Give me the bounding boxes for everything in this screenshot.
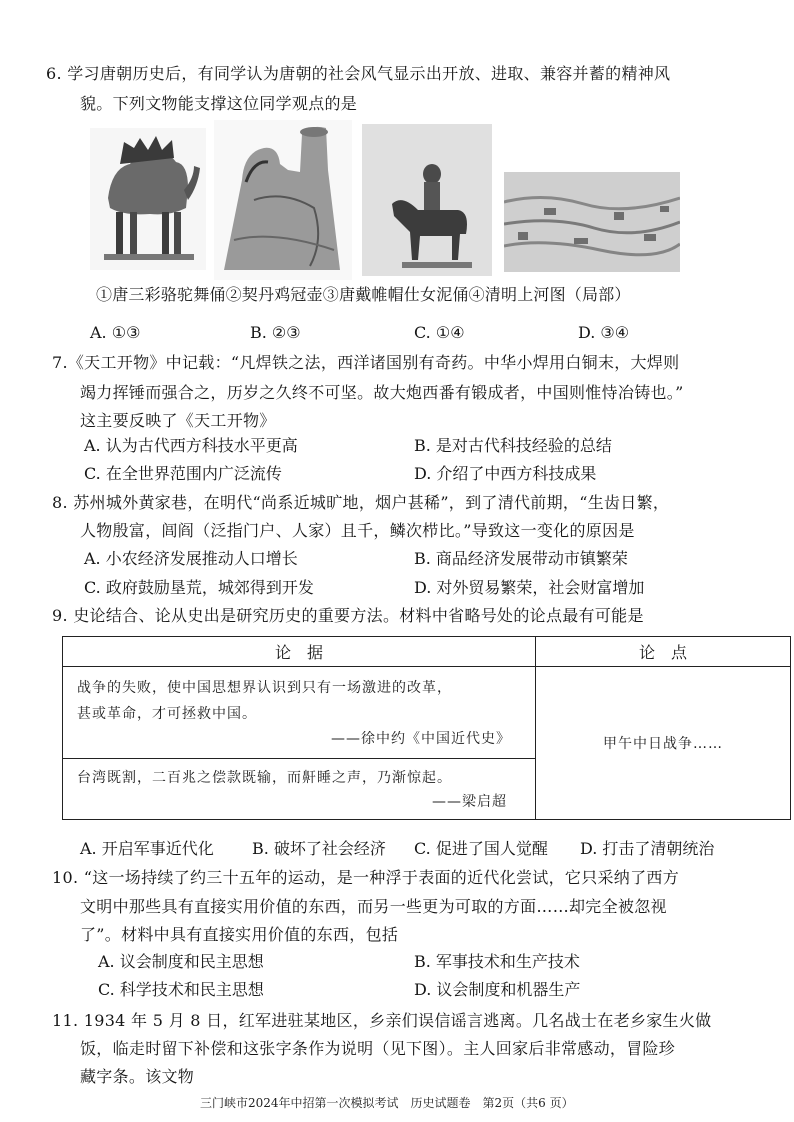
horse-rider-image xyxy=(362,124,492,276)
page-footer: 三门峡市2024年中招第一次模拟考试 历史试题卷 第2页（共6 页） xyxy=(200,1096,574,1110)
q6-option-a[interactable]: A. ①③ xyxy=(90,323,141,342)
q8-stem-line1: 8. 苏州城外黄家巷，在明代“尚系近城旷地，烟户甚稀”，到了清代前期，“生齿日繁， xyxy=(52,493,670,512)
q7-stem-line2: 竭力挥锤而强合之，历岁之久终不可坚。故大炮西番有锻成者，中国则惟恃冶铸也。” xyxy=(80,383,684,402)
evidence-cell-1 xyxy=(63,667,536,759)
q8-option-c[interactable]: C. 政府鼓励垦荒，城郊得到开发 xyxy=(84,578,314,597)
q7-option-a[interactable]: A. 认为古代西方科技水平更高 xyxy=(84,436,298,455)
q7-option-b[interactable]: B. 是对古代科技经验的总结 xyxy=(414,436,612,455)
evidence-1-source: ——徐中约《中国近代史》 xyxy=(331,730,511,747)
q7-stem-line1: 7.《天工开物》中记载：“凡焊铁之法，西洋诸国别有奇药。中华小焊用白铜末，大焊则 xyxy=(52,353,680,372)
q8-option-a[interactable]: A. 小农经济发展推动人口增长 xyxy=(84,549,298,568)
q11-stem-line1: 11. 1934 年 5 月 8 日，红军进驻某地区，乡亲们误信谣言逃离。几名战士在老乡家生火做 xyxy=(52,1011,712,1030)
q10-stem-line3: 了”。材料中具有直接实用价值的东西，包括 xyxy=(80,925,399,944)
q10-option-b[interactable]: B. 军事技术和生产技术 xyxy=(414,952,580,971)
evidence-2-line1: 台湾既割，二百兆之偿款既输，而鼾睡之声，乃渐惊起。 xyxy=(77,770,452,786)
q6-option-b[interactable]: B. ②③ xyxy=(250,323,301,342)
q6-option-d[interactable]: D. ③④ xyxy=(578,323,630,342)
table-header-evidence: 论 据 xyxy=(63,637,536,667)
table-header-point: 论 点 xyxy=(536,637,791,667)
q9-stem: 9. 史论结合、论从史出是研究历史的重要方法。材料中省略号处的论点最有可能是 xyxy=(52,606,644,625)
q10-option-d[interactable]: D. 议会制度和机器生产 xyxy=(414,980,581,999)
q7-option-c[interactable]: C. 在全世界范围内广泛流传 xyxy=(84,464,282,483)
q7-option-d[interactable]: D. 介绍了中西方科技成果 xyxy=(414,464,597,483)
painting-image xyxy=(504,172,680,272)
q9-option-d[interactable]: D. 打击了清朝统治 xyxy=(580,839,715,858)
evidence-1-line2: 甚或革命，才可拯救中国。 xyxy=(77,705,257,722)
q6-stem-line2: 貌。下列文物能支撑这位同学观点的是 xyxy=(80,94,358,113)
q9-option-a[interactable]: A. 开启军事近代化 xyxy=(80,839,214,858)
cockscomb-pot-icon xyxy=(214,120,352,280)
evidence-cell-2 xyxy=(63,759,536,820)
q6-image-caption: ①唐三彩骆驼舞俑②契丹鸡冠壶③唐戴帷帽仕女泥俑④清明上河图（局部） xyxy=(96,285,631,304)
q9-option-c[interactable]: C. 促进了国人觉醒 xyxy=(414,839,548,858)
q8-option-b[interactable]: B. 商品经济发展带动市镇繁荣 xyxy=(414,549,628,568)
camel-figurine-image xyxy=(90,128,206,270)
evidence-2-source: ——梁启超 xyxy=(432,794,507,810)
q9-table xyxy=(62,636,791,820)
q10-stem-line1: 10. “这一场持续了约三十五年的运动，是一种浮于表面的近代化尝试，它只采纳了西方 xyxy=(52,868,680,887)
point-text: 甲午中日战争…… xyxy=(603,736,723,752)
q10-option-a[interactable]: A. 议会制度和民主思想 xyxy=(98,952,264,971)
cockscomb-pot-image xyxy=(214,120,352,280)
painting-scroll-icon xyxy=(504,172,680,272)
q7-stem-line3: 这主要反映了《天工开物》 xyxy=(80,411,276,430)
evidence-1-line1: 战争的失败，使中国思想界认识到只有一场激进的改革， xyxy=(77,679,452,696)
q11-stem-line2: 饭，临走时留下补偿和这张字条作为说明（见下图）。主人回家后非常感动，冒险珍 xyxy=(80,1039,676,1058)
q11-stem-line3: 藏字条。该文物 xyxy=(80,1067,195,1086)
q8-stem-line2: 人物殷富，闾阎（泛指门户、人家）且千，鳞次栉比。”导致这一变化的原因是 xyxy=(80,521,635,540)
q8-option-d[interactable]: D. 对外贸易繁荣，社会财富增加 xyxy=(414,578,645,597)
point-cell xyxy=(536,667,791,820)
q10-option-c[interactable]: C. 科学技术和民主思想 xyxy=(98,980,264,999)
q6-stem-line1: 6. 学习唐朝历史后，有同学认为唐朝的社会风气显示出开放、进取、兼容并蓄的精神风 xyxy=(46,64,671,83)
camel-figurine-icon xyxy=(90,128,206,270)
q9-option-b[interactable]: B. 破坏了社会经济 xyxy=(252,839,386,858)
horse-rider-figurine-icon xyxy=(362,124,492,276)
q6-option-c[interactable]: C. ①④ xyxy=(414,323,465,342)
q10-stem-line2: 文明中那些具有直接实用价值的东西，而另一些更为可取的方面……却完全被忽视 xyxy=(80,897,667,916)
